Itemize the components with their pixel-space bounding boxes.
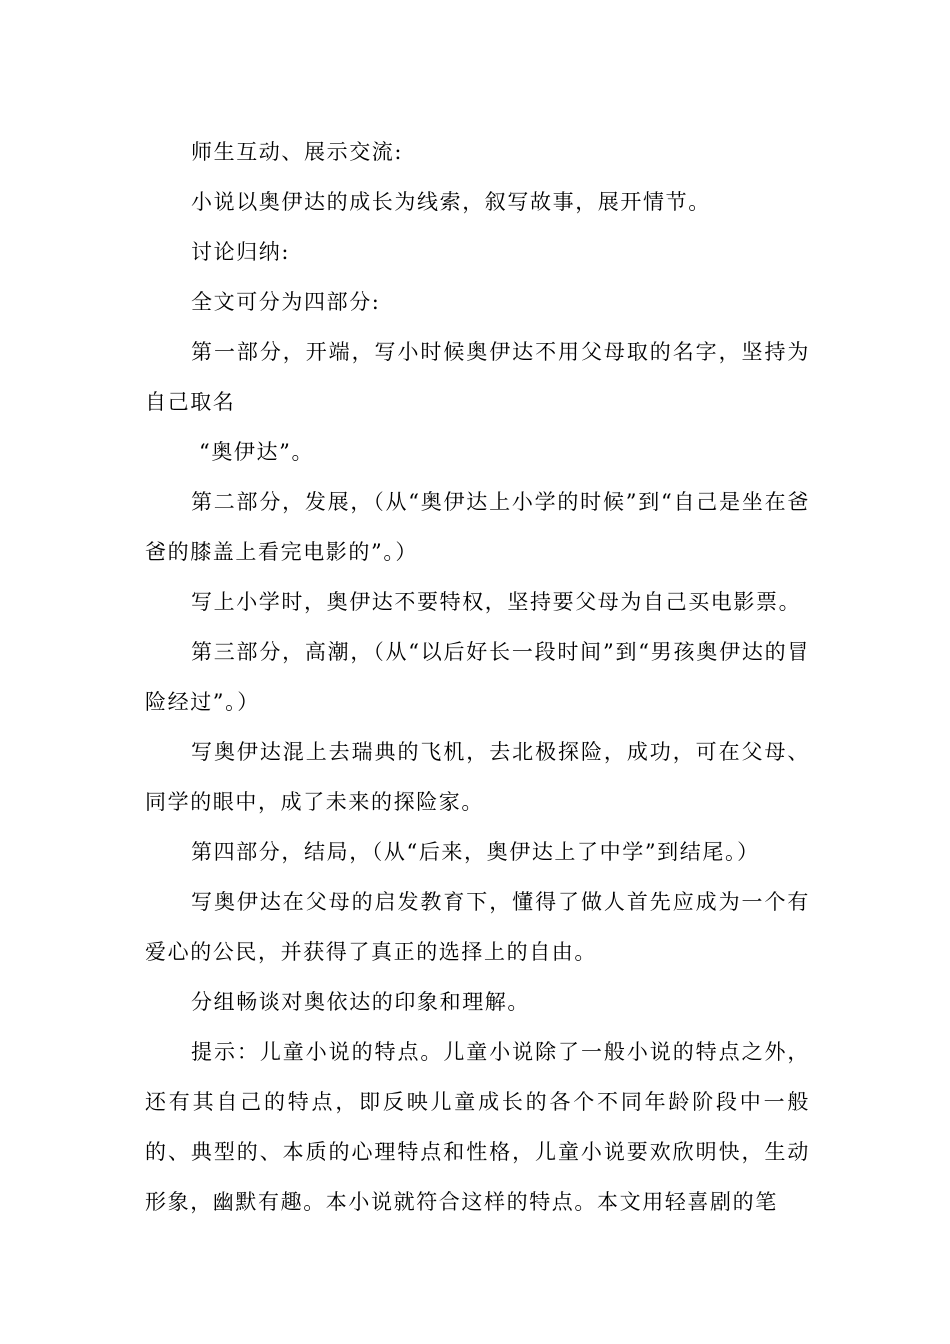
- paragraph-discussion-heading: 讨论归纳:: [191, 240, 291, 264]
- paragraph-part-two-summary: 写上小学时，奥伊达不要特权，坚持要父母为自己买电影票。: [191, 590, 802, 614]
- paragraph-clue: 小说以奥伊达的成长为线索，叙写故事，展开情节。: [191, 190, 711, 214]
- paragraph-group-discussion: 分组畅谈对奥依达的印象和理解。: [191, 990, 530, 1014]
- paragraph-part-one-name: “奥伊达”。: [199, 440, 315, 464]
- paragraph-four-parts: 全文可分为四部分:: [191, 290, 381, 314]
- paragraph-part-three-summary: 写奥伊达混上去瑞典的飞机，去北极探险，成功，可在父母、同学的眼中，成了未来的探险家。: [145, 740, 810, 814]
- paragraph-part-four: 第四部分，结局，（从“后来，奥伊达上了中学”到结尾。）: [191, 840, 760, 864]
- document-body: [145, 127, 810, 1227]
- paragraph-part-two: 第二部分，发展，（从“奥伊达上小学的时候”到“自己是坐在爸爸的膝盖上看完电影的”。）: [145, 490, 810, 564]
- paragraph-part-four-summary: 写奥伊达在父母的启发教育下，懂得了做人首先应成为一个有爱心的公民，并获得了真正的选择上的自由。: [145, 890, 810, 964]
- paragraph-part-one: 第一部分，开端，写小时候奥伊达不用父母取的名字，坚持为自己取名: [145, 340, 810, 414]
- paragraph-interaction-heading: 师生互动、展示交流:: [191, 140, 404, 164]
- paragraph-hint: 提示：儿童小说的特点。儿童小说除了一般小说的特点之外，还有其自己的特点，即反映儿童成长的各个不同年龄阶段中一般的、典型的、本质的心理特点和性格，儿童小说要欢欣明快，生动形象，幽默有趣。本小说就符合这样的特点。本文用轻喜剧的笔: [145, 1040, 810, 1214]
- paragraph-part-three: 第三部分，高潮，（从“以后好长一段时间”到“男孩奥伊达的冒险经过”。）: [145, 640, 810, 714]
